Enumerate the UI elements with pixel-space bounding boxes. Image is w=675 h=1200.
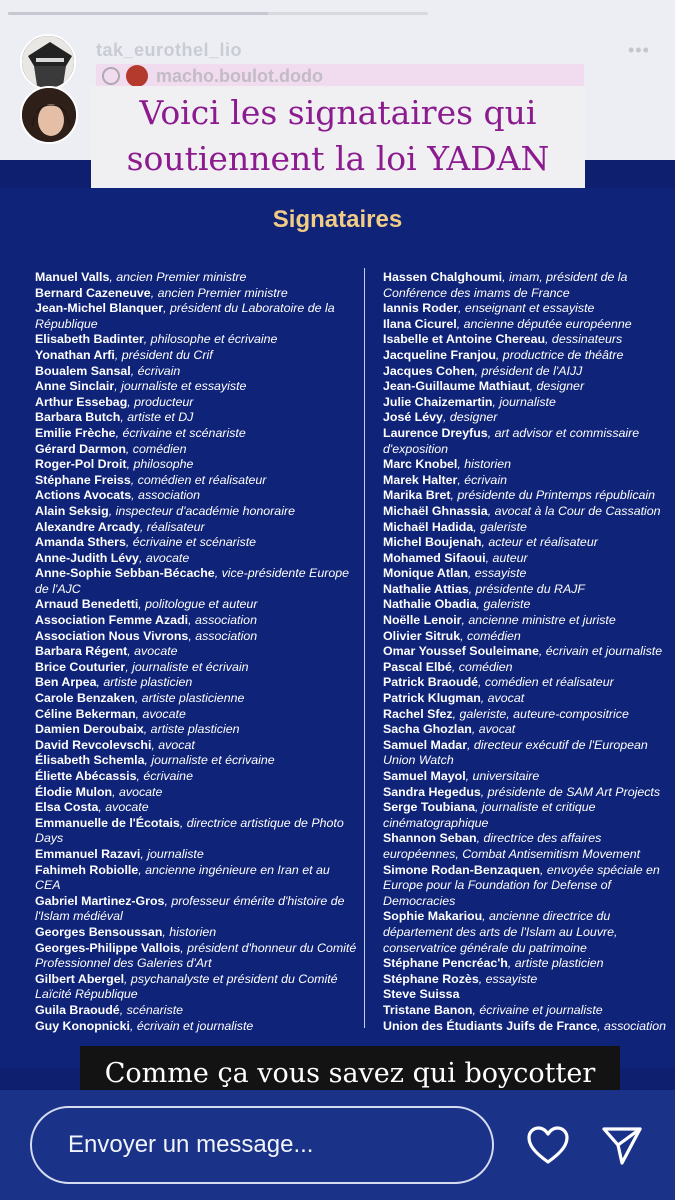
signatory-entry	[35, 707, 357, 723]
signatory-name: Omar Youssef Souleimane	[383, 644, 539, 659]
signatory-role: , avocat	[471, 722, 516, 737]
signatory-entry	[383, 364, 675, 380]
signatory-name: Carole Benzaken	[35, 691, 135, 706]
signatory-name: Emilie Frèche	[35, 425, 116, 440]
signatory-entry	[35, 800, 357, 816]
signatory-name: Brice Couturier	[35, 659, 126, 674]
signatory-entry	[383, 863, 675, 910]
signatory-name: Union des Étudiants Juifs de France	[383, 1018, 598, 1033]
signatory-entry	[35, 597, 357, 613]
signatory-entry	[35, 613, 357, 629]
signatory-entry	[383, 956, 675, 972]
signatory-name: Simone Rodan-Benzaquen	[383, 862, 540, 877]
signatory-name: Michaël Ghnassia	[383, 503, 488, 518]
signatory-name: José Lévy	[383, 410, 443, 425]
signatory-name: Marika Bret	[383, 488, 451, 503]
signatory-name: Shannon Seban	[383, 831, 477, 846]
signatory-role: , ancienne directrice du département des arts de l'Islam au Louvre, conservatrice générale du patrimoine	[383, 909, 618, 955]
signatory-role: , comédien et réalisateur	[130, 472, 267, 487]
signatory-name: Isabelle et Antoine Chereau	[383, 332, 546, 347]
signatory-role: , galeriste	[473, 519, 527, 534]
signatory-role: , écrivaine et scénariste	[115, 425, 246, 440]
signatory-entry	[383, 566, 675, 582]
signatory-entry	[383, 629, 675, 645]
signatory-name: Barbara Butch	[35, 410, 121, 425]
signatory-entry	[35, 769, 357, 785]
signatory-entry	[383, 691, 675, 707]
signatory-role: , essayiste	[467, 566, 527, 581]
signatory-name: Fahimeh Robiolle	[35, 862, 139, 877]
signatory-entry	[35, 426, 357, 442]
signatory-name: Michaël Hadida	[383, 519, 474, 534]
signatory-entry	[35, 488, 357, 504]
signatory-name: Jean-Guillaume Mathiaut	[383, 379, 530, 394]
signatory-entry	[35, 925, 357, 941]
headline-box	[91, 86, 585, 188]
signatory-role: , présidente de SAM Art Projects	[480, 784, 661, 799]
signatory-entry	[35, 675, 357, 691]
signatory-entry	[383, 457, 675, 473]
signatory-role: , ancien Premier ministre	[150, 285, 288, 300]
signatory-entry	[35, 364, 357, 380]
signatory-role: , président du Laboratoire de la République	[35, 301, 335, 331]
signatory-name: Hassen Chalghoumi	[383, 270, 503, 284]
signatory-role: , artiste et DJ	[120, 410, 194, 425]
signatory-name: Nathalie Obadia	[383, 597, 477, 612]
signatory-role: , présidente du Printemps républicain	[450, 488, 656, 503]
signatory-role: , psychanalyste et président du Comité Laïcité République	[35, 971, 338, 1002]
signatory-name: Sacha Ghozlan	[383, 722, 472, 737]
signatory-name: Julie Chaizemartin	[383, 394, 493, 409]
signatory-entry	[383, 660, 675, 676]
signatory-name: Élodie Mulon	[35, 784, 113, 799]
signatory-entry	[383, 270, 675, 301]
signatory-role: , journaliste	[140, 846, 204, 861]
signatory-name: Gilbert Abergel	[35, 971, 125, 986]
signatory-name: Alexandre Arcady	[35, 519, 140, 534]
avatar-primary[interactable]	[20, 34, 76, 90]
signatory-role: , association	[188, 613, 257, 628]
signatory-name: Rachel Sfez	[383, 706, 453, 721]
signatory-role: , écrivaine et scénariste	[125, 535, 257, 550]
signatory-name: Stéphane Pencréac'h	[383, 956, 508, 971]
signatory-role: , écrivain	[130, 363, 181, 378]
signatory-role: , ancienne ingénieure en Iran et au CEA	[35, 862, 330, 893]
signatory-role: , avocat	[151, 737, 195, 752]
signatory-name: Stéphane Rozès	[383, 971, 479, 986]
user-chip-avatar	[126, 65, 148, 87]
signatory-entry	[383, 972, 675, 988]
signatory-entry	[383, 332, 675, 348]
signatory-role: , avocat à la Cour de Cassation	[487, 503, 661, 518]
signatory-entry	[383, 831, 675, 862]
signatory-name: Damien Deroubaix	[35, 722, 144, 737]
avatar-secondary[interactable]	[20, 86, 78, 144]
signatory-entry	[383, 379, 675, 395]
signatory-entry	[35, 847, 357, 863]
signatory-entry	[383, 551, 675, 567]
signatory-entry	[383, 301, 675, 317]
signatory-name: Pascal Elbé	[383, 659, 452, 674]
signatory-entry	[35, 410, 357, 426]
signatory-role: , historien	[457, 457, 512, 472]
signatory-entry	[383, 520, 675, 536]
signatory-role: , ancienne ministre et juriste	[461, 613, 616, 628]
signatory-name: Laurence Dreyfus	[383, 425, 488, 440]
signatory-role: , ancien Premier ministre	[109, 270, 247, 284]
signatory-name: Actions Avocats	[35, 488, 132, 503]
signatory-role: , directrice artistique de Photo Days	[35, 815, 344, 846]
signatory-entry	[383, 987, 675, 1003]
signatory-role: , artiste plasticien	[143, 722, 240, 737]
signatory-name: Georges-Philippe Vallois	[35, 940, 181, 955]
signatory-entry	[35, 270, 357, 286]
signatory-name: Steve Suissa	[383, 987, 460, 1002]
signatory-name: Emmanuelle de l'Écotais	[35, 815, 180, 830]
signatory-name: Barbara Régent	[35, 644, 128, 659]
signatory-role: , comédien et réalisateur	[478, 675, 614, 690]
signatory-entry	[35, 972, 357, 1003]
heart-icon	[526, 1125, 570, 1165]
signatory-entry	[383, 644, 675, 660]
signatory-role: , comédien	[125, 441, 187, 456]
signatory-name: Anne-Sophie Sebban-Bécache	[35, 566, 215, 581]
story-caption: Comme ça vous savez qui boycotter	[80, 1046, 620, 1102]
signatory-name: Éliette Abécassis	[35, 769, 137, 783]
signatory-name: Jacques Cohen	[383, 363, 475, 378]
signatory-role: , journaliste et critique cinématographique	[383, 800, 596, 830]
signatory-role: , journaliste et écrivaine	[144, 753, 275, 768]
signatory-name: Jean-Michel Blanquer	[35, 301, 164, 316]
signatory-entry	[35, 722, 357, 738]
signatory-role: , universitaire	[465, 769, 540, 783]
signatory-entry	[383, 410, 675, 426]
signatory-role: , acteur et réalisateur	[481, 535, 598, 550]
signatory-role: , avocate	[135, 706, 186, 721]
signatory-name: Arnaud Benedetti	[35, 597, 139, 612]
signatory-role: , avocate	[98, 800, 149, 815]
signatory-name: Samuel Madar	[383, 737, 468, 752]
signatory-name: Ben Arpea	[35, 675, 97, 690]
signatory-entry	[35, 379, 357, 395]
signatory-role: , imam, président de la Conférence des imams de France	[383, 270, 628, 300]
signatory-name: Sandra Hegedus	[383, 784, 481, 799]
headline-line-1: Voici les signataires qui	[139, 93, 537, 132]
signatory-entry	[35, 816, 357, 847]
signatory-role: , philosophe	[126, 457, 194, 472]
signatory-name: Amanda Sthers	[35, 535, 126, 550]
signatory-entry	[35, 644, 357, 660]
signatory-entry	[383, 395, 675, 411]
faded-username: tak_eurothel_lio	[96, 40, 243, 60]
signatory-name: Elsa Costa	[35, 800, 99, 815]
document-title: Signataires	[272, 206, 403, 233]
signatory-entry	[35, 535, 357, 551]
username-row[interactable]	[96, 64, 584, 88]
signatory-entry	[35, 457, 357, 473]
signatory-role: , essayiste	[478, 971, 538, 986]
signatory-role: , réalisateur	[139, 519, 205, 534]
signatory-entry	[35, 348, 357, 364]
signatory-name: Guila Braoudé	[35, 1002, 120, 1017]
signatory-role: , journaliste	[492, 394, 556, 409]
signatory-entry	[35, 566, 357, 597]
signatory-role: , artiste plasticien	[507, 956, 604, 971]
signatory-entry	[383, 722, 675, 738]
signatory-role: , philosophe et écrivaine	[143, 332, 278, 347]
signatory-role: , association	[597, 1018, 666, 1033]
signatory-name: Patrick Braoudé	[383, 675, 479, 690]
signatory-role: , ancienne députée européenne	[456, 316, 632, 331]
signatory-entry	[383, 1019, 675, 1035]
signatory-role: , dessinateurs	[545, 332, 623, 347]
signatory-entry	[35, 286, 357, 302]
signatory-name: Yonathan Arfi	[35, 347, 115, 362]
signatory-role: , avocate	[127, 644, 178, 659]
signatory-role: , écrivain	[457, 472, 507, 487]
signatory-role: , avocat	[480, 691, 525, 706]
signatory-entry	[383, 707, 675, 723]
signatory-name: Sophie Makariou	[383, 909, 483, 924]
signatory-name: Mohamed Sifaoui	[383, 550, 486, 565]
username: macho.boulot.dodo	[156, 65, 323, 86]
signatory-entry	[383, 738, 675, 769]
signatory-name: Jacqueline Franjou	[383, 347, 496, 362]
signatory-role: , artiste plasticien	[96, 675, 193, 690]
profile-ring-icon	[102, 67, 120, 85]
signatory-name: Patrick Klugman	[383, 691, 481, 706]
signatory-name: Boualem Sansal	[35, 363, 131, 378]
signatory-entry	[383, 597, 675, 613]
signatory-name: Alain Seksig	[35, 503, 109, 518]
signatory-role: , directeur exécutif de l'European Union Watch	[383, 737, 648, 768]
signatory-role: , designer	[529, 379, 585, 394]
signatory-entry	[383, 504, 675, 520]
send-button[interactable]	[598, 1122, 646, 1168]
signatory-role: , auteur	[485, 550, 528, 565]
signatory-role: , enseignant et essayiste	[458, 301, 595, 316]
signatory-name: Association Femme Azadi	[35, 613, 189, 628]
signatory-name: Gérard Darmon	[35, 441, 126, 456]
signatories-column-right	[383, 270, 675, 1034]
signatory-entry	[383, 473, 675, 489]
signatory-name: Gabriel Martinez-Gros	[35, 893, 165, 908]
story-progress-fill	[8, 12, 268, 15]
signatory-name: Guy Konopnicki	[35, 1018, 130, 1033]
signatory-role: , avocate	[112, 784, 163, 799]
signatory-entry	[35, 629, 357, 645]
signatory-role: , avocate	[138, 550, 190, 565]
signatory-role: , inspecteur d'académie honoraire	[108, 503, 295, 518]
signatory-name: Serge Toubiana	[383, 800, 476, 815]
signatory-name: Noëlle Lenoir	[383, 613, 462, 628]
signatory-entry	[35, 1019, 357, 1035]
column-divider	[364, 268, 365, 1028]
signatory-entry	[35, 442, 357, 458]
signatory-entry	[35, 894, 357, 925]
signatory-entry	[35, 863, 357, 894]
signatory-name: Elisabeth Badinter	[35, 332, 144, 347]
signatory-name: Manuel Valls	[35, 270, 110, 284]
signatory-entry	[35, 520, 357, 536]
signatory-name: Marc Knobel	[383, 457, 458, 472]
signatory-name: Stéphane Freiss	[35, 472, 131, 487]
signatory-role: , vice-présidente Europe de l'AJC	[35, 566, 350, 596]
signatory-name: Olivier Sitruk	[383, 628, 461, 643]
reply-bar	[0, 1090, 675, 1200]
signatory-name: David Revcolevschi	[35, 737, 152, 752]
signatory-role: , association	[188, 628, 258, 643]
signatories-document	[0, 188, 675, 1068]
signatory-role: , journaliste et essayiste	[114, 379, 247, 394]
signatory-name: Anne Sinclair	[35, 379, 115, 394]
signatory-entry	[383, 535, 675, 551]
headline-line-2: soutiennent la loi YADAN	[126, 139, 550, 178]
signatory-entry	[35, 301, 357, 332]
signatory-entry	[383, 800, 675, 831]
signatory-role: , politologue et auteur	[138, 597, 258, 612]
signatory-entry	[35, 332, 357, 348]
signatory-role: , artiste plasticienne	[134, 691, 245, 706]
signatory-role: , producteur	[127, 394, 194, 409]
signatory-entry	[35, 551, 357, 567]
signatory-entry	[383, 1003, 675, 1019]
signatory-role: , écrivaine et journaliste	[472, 1002, 603, 1017]
signatory-role: , journaliste et écrivain	[125, 659, 249, 674]
signatory-role: , envoyée spéciale en Europe pour la Foundation for Defense of Democracies	[383, 862, 660, 908]
signatory-entry	[383, 348, 675, 364]
signatory-name: Michel Boujenah	[383, 535, 482, 550]
signatory-name: Emmanuel Razavi	[35, 846, 141, 861]
signatory-name: Roger-Pol Droit	[35, 457, 127, 472]
signatory-entry	[35, 738, 357, 754]
signatory-role: , historien	[162, 924, 217, 939]
signatory-name: Monique Atlan	[383, 566, 468, 581]
signatory-name: Georges Bensoussan	[35, 924, 163, 939]
message-input[interactable]	[30, 1106, 494, 1184]
signatory-role: , écrivain et journaliste	[538, 644, 663, 659]
signatory-entry	[383, 769, 675, 785]
signatory-role: , écrivain et journaliste	[130, 1018, 254, 1033]
signatory-entry	[383, 909, 675, 956]
signatory-entry	[35, 473, 357, 489]
signatory-role: , président d'honneur du Comité Professionnel des Galeries d'Art	[35, 940, 357, 971]
signatory-entry	[383, 426, 675, 457]
signatory-role: , directrice des affaires européennes, Combat Antisemitism Movement	[383, 831, 641, 861]
signatory-role: , écrivaine	[136, 769, 193, 783]
signatory-name: Bernard Cazeneuve	[35, 285, 151, 300]
signatory-name: Anne-Judith Lévy	[35, 550, 139, 565]
signatory-role: , designer	[442, 410, 498, 425]
signatory-entry	[383, 785, 675, 801]
signatory-entry	[383, 317, 675, 333]
signatory-role: , présidente du RAJF	[468, 581, 586, 596]
signatory-role: , président de l'AIJJ	[474, 363, 583, 378]
signatory-name: Nathalie Attias	[383, 581, 469, 596]
signatory-entry	[35, 504, 357, 520]
signatory-role: , productrice de théâtre	[495, 347, 624, 362]
signatory-role: , galeriste	[476, 597, 531, 612]
signatory-role: , professeur émérite d'histoire de l'Islam médiéval	[35, 893, 345, 924]
signatory-role: , scénariste	[119, 1002, 184, 1017]
send-icon	[600, 1123, 644, 1167]
signatory-role: , président du Crif	[114, 347, 213, 362]
signatory-name: Tristane Banon	[383, 1002, 473, 1017]
signatory-entry	[35, 395, 357, 411]
signatory-name: Samuel Mayol	[383, 769, 466, 783]
signatory-name: Ilana Cicurel	[383, 316, 457, 331]
signatory-role: , galeriste, auteure-compositrice	[452, 706, 629, 721]
signatory-entry	[35, 785, 357, 801]
signatory-entry	[35, 691, 357, 707]
signatory-name: Marek Halter	[383, 472, 458, 487]
like-button[interactable]	[524, 1122, 572, 1168]
signatory-name: Iannis Roder	[383, 301, 459, 316]
signatory-role: , comédien	[460, 628, 521, 643]
signatory-entry	[383, 613, 675, 629]
more-options-icon[interactable]: •••	[628, 40, 650, 60]
signatory-role: , association	[131, 488, 201, 503]
signatory-entry	[35, 660, 357, 676]
signatory-name: Élisabeth Schemla	[35, 753, 145, 768]
signatories-column-left	[35, 270, 357, 1034]
signatory-role: , comédien	[451, 659, 513, 674]
signatory-entry	[35, 753, 357, 769]
signatory-entry	[383, 488, 675, 504]
signatory-name: Association Nous Vivrons	[35, 628, 189, 643]
signatory-entry	[35, 1003, 357, 1019]
signatory-entry	[383, 582, 675, 598]
signatory-role: , art advisor et commissaire d'exposition	[383, 425, 640, 456]
signatory-name: Arthur Essebag	[35, 394, 128, 409]
signatory-entry	[35, 941, 357, 972]
signatory-entry	[383, 675, 675, 691]
signatory-name: Céline Bekerman	[35, 706, 136, 721]
story-progress-bar	[8, 12, 428, 15]
